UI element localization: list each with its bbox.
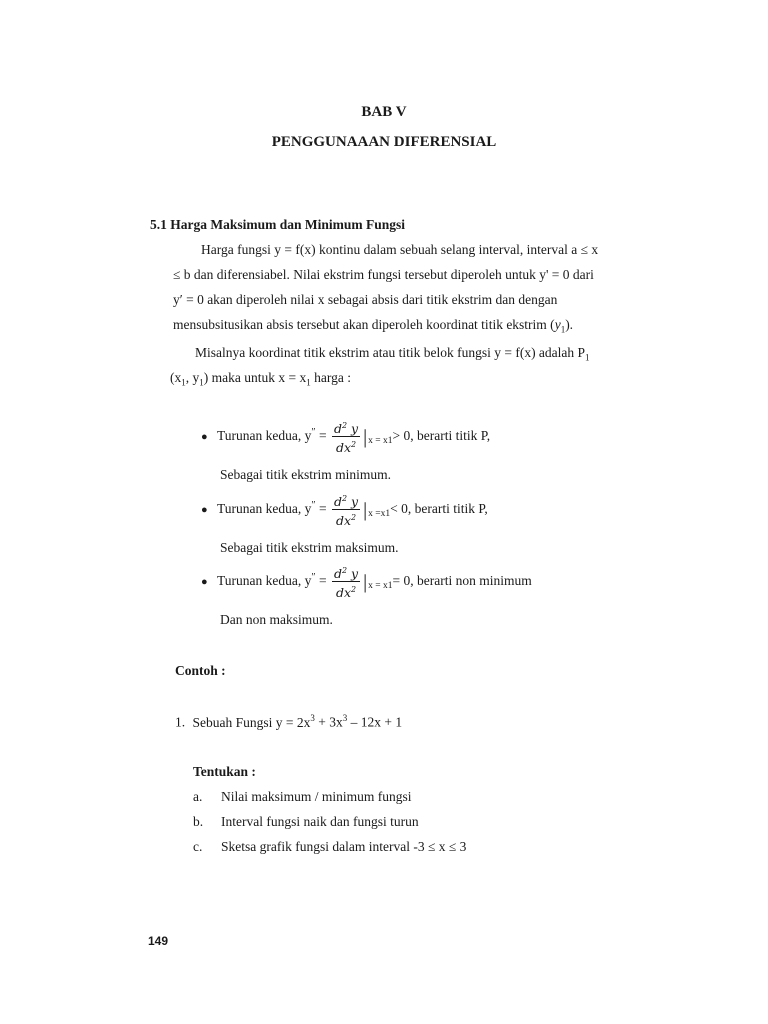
bullet-tail: = 0, berarti non minimum xyxy=(392,572,532,588)
evaluation-condition: x =x1 xyxy=(368,508,391,519)
double-prime: ″ xyxy=(311,499,316,511)
bullet-tail: > 0, berarti titik P, xyxy=(392,427,491,443)
evaluation-bar: | xyxy=(363,425,368,448)
task-item xyxy=(193,789,412,805)
frac-sup: 2 xyxy=(341,421,348,430)
bullet-item xyxy=(201,563,532,600)
double-prime: ″ xyxy=(311,426,316,438)
task-text: Interval fungsi naik dan fungsi turun xyxy=(221,814,419,829)
text-fragment: ) maka untuk x = x xyxy=(203,370,307,385)
page-number: 149 xyxy=(148,934,169,948)
frac-sup: 2 xyxy=(341,494,348,503)
bullet-followup: Sebagai titik ekstrim maksimum. xyxy=(220,540,399,555)
evaluation-bar: | xyxy=(363,570,368,593)
paragraph-close: ). xyxy=(565,317,574,332)
frac-d: d xyxy=(333,421,342,437)
y-variable: y xyxy=(554,317,561,332)
paragraph-line: ≤ b dan diferensiabel. Nilai ekstrim fungsi tersebut diperoleh untuk y' = 0 dari xyxy=(173,267,594,282)
evaluation-condition: x = x1 xyxy=(368,580,393,591)
frac-sup: 2 xyxy=(351,513,357,523)
text-fragment: , y xyxy=(185,370,200,385)
task-letter: c. xyxy=(193,839,203,854)
paragraph-line: Harga fungsi y = f(x) kontinu dalam sebuah selang interval, interval a ≤ x xyxy=(201,242,599,257)
evaluation-condition: x = x1 xyxy=(368,435,393,446)
frac-sup: 2 xyxy=(351,440,357,450)
paragraph-text: mensubsitusikan absis tersebut akan diperoleh koordinat titik ekstrim ( xyxy=(173,317,555,332)
frac-dx: dx xyxy=(335,585,352,601)
second-derivative-fraction xyxy=(332,491,360,528)
task-letter: b. xyxy=(193,814,204,829)
item-number: 1. xyxy=(175,714,186,730)
superscript: 3 xyxy=(310,713,315,723)
paragraph-line xyxy=(170,370,351,388)
double-prime: ″ xyxy=(311,571,316,583)
bullet-item xyxy=(201,491,488,528)
frac-y: y xyxy=(347,566,359,582)
y-subscript: 1 xyxy=(560,324,566,335)
bullet-icon: ● xyxy=(201,575,208,588)
task-text: Sketsa grafik fungsi dalam interval -3 ≤ x ≤ 3 xyxy=(221,839,467,854)
frac-y: y xyxy=(347,421,359,437)
superscript: 3 xyxy=(342,713,348,723)
second-derivative-fraction xyxy=(332,563,360,600)
bullet-tail: < 0, berarti titik P, xyxy=(390,500,488,516)
frac-dx: dx xyxy=(335,440,352,456)
bullet-prefix: Turunan kedua, y xyxy=(217,427,312,443)
paragraph-line: y′ = 0 akan diperoleh nilai x sebagai absis dari titik ekstrim dan dengan xyxy=(173,292,558,307)
bullet-prefix: Turunan kedua, y xyxy=(217,500,312,516)
text-fragment: + 3x xyxy=(314,714,343,730)
text-fragment: – 12x + 1 xyxy=(347,714,403,730)
bullet-item xyxy=(201,418,490,455)
bullet-prefix: Turunan kedua, y xyxy=(217,572,312,588)
text-fragment: Sebuah Fungsi y = 2x xyxy=(192,714,311,730)
equals: = xyxy=(315,572,330,588)
frac-d: d xyxy=(333,494,342,510)
subscript: 1 xyxy=(181,377,186,388)
task-heading: Tentukan : xyxy=(193,764,256,779)
text-fragment: (x xyxy=(170,370,182,385)
evaluation-bar: | xyxy=(363,498,368,521)
paragraph-line xyxy=(195,345,590,363)
chapter-title: PENGGUNAAAN DIFERENSIAL xyxy=(271,134,497,150)
frac-sup: 2 xyxy=(341,566,348,575)
text-fragment: harga : xyxy=(310,370,351,385)
subscript: 1 xyxy=(306,377,311,388)
bullet-icon: ● xyxy=(201,430,208,443)
frac-y: y xyxy=(347,494,359,510)
frac-sup: 2 xyxy=(351,585,357,595)
paragraph-line xyxy=(173,317,573,335)
frac-d: d xyxy=(333,566,342,582)
frac-dx: dx xyxy=(335,513,352,529)
bullet-followup: Sebagai titik ekstrim minimum. xyxy=(220,467,391,482)
example-heading: Contoh : xyxy=(175,663,226,678)
task-item xyxy=(193,814,419,830)
task-letter: a. xyxy=(193,789,203,804)
p-subscript: 1 xyxy=(585,352,590,363)
equals: = xyxy=(315,427,330,443)
bullet-icon: ● xyxy=(201,503,208,516)
chapter-label: BAB V xyxy=(361,104,407,120)
paragraph-text: Misalnya koordinat titik ekstrim atau titik belok fungsi y = f(x) adalah P xyxy=(195,345,586,360)
section-heading: 5.1 Harga Maksimum dan Minimum Fungsi xyxy=(150,217,406,232)
subscript: 1 xyxy=(199,377,204,388)
example-item xyxy=(175,713,402,731)
second-derivative-fraction xyxy=(332,418,360,455)
task-item xyxy=(193,839,466,855)
task-text: Nilai maksimum / minimum fungsi xyxy=(221,789,412,804)
bullet-followup: Dan non maksimum. xyxy=(220,612,333,627)
equals: = xyxy=(315,500,330,516)
